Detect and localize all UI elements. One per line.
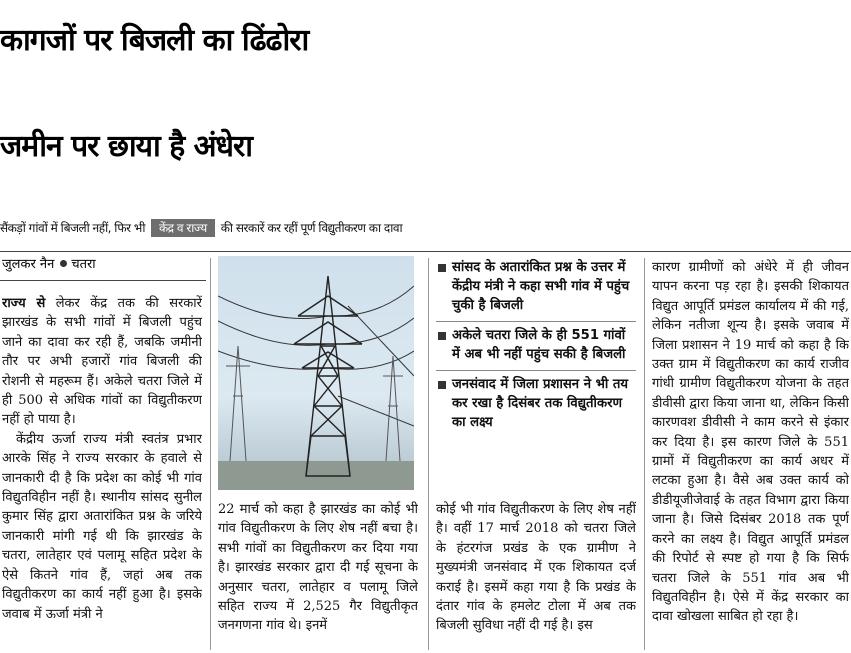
highlight-text-3: जनसंवाद में जिला प्रशासन ने भी तय कर रखा है दिसंबर तक विद्युतीकरण का लक्ष्य: [452, 377, 629, 430]
bullet-square-icon: [438, 381, 446, 389]
column-3-paragraph-1: कोई भी गांव विद्युतीकरण के लिए शेष नहीं है। वहीं 17 मार्च 2018 को चतरा जिले के हंटरगंज प्रखंड के एक ग्रामीण ने मुख्यमंत्री जनसंवाद में एक शिकायत दर्ज कराई है। इसमें कहा गया है कि प्रखंड के दंतार गांव के हमलेट टोला में अब तक बिजली सुविधा नहीं दी गई है। इस: [436, 502, 636, 634]
column-1-paragraph-2: केंद्रीय ऊर्जा राज्य मंत्री स्वतंत्र प्रभार आरके सिंह ने राज्य सरकार के हवाले से जानकारी दी है कि प्रदेश का कोई भी गांव विद्युतविहीन नहीं है। स्थानीय सांसद सुनील कुमार सिंह द्वारा अतारांकित प्रश्न के जरिये जानकारी मांगी गई थी कि झारखंड के चतरा, लातेहार एवं पलामू सहित प्रदेश के ऐसे कितने गांव हैं, जहां अब तक विद्युतीकरण का कार्य नहीं हुआ है। इसके जवाब में ऊर्जा मंत्री ने: [2, 431, 202, 622]
subhead-before: सैंकड़ों गांवों में बिजली नहीं, फिर भी: [0, 221, 145, 235]
headline-line-1: कागजों पर बिजली का ढिंढोरा: [0, 23, 309, 58]
subhead-highlight: केंद्र व राज्य: [151, 219, 215, 237]
subhead-after: की सरकारें कर रहीं पूर्ण विद्युतीकरण का दावा: [220, 221, 403, 235]
column-1-paragraph-1: लेकर केंद्र तक की सरकारें झारखंड के सभी गांवों में बिजली पहुंच जाने का दावा कर रही हैं, जबकि जमीनी तौर पर अभी हजारों गांव बिजली की रोशनी से महरूम हैं। अकेले चतरा जिले में ही 500 से अधिक गांवों का विद्युतीकरण नहीं हो पाया है।: [2, 296, 202, 428]
highlight-text-2: अकेले चतरा जिले के ही 551 गांवों में अब भी नहीं पहुंच सकी है बिजली: [452, 328, 626, 362]
article-column-3: [436, 500, 636, 650]
column-divider: [210, 258, 211, 650]
subheadline: [0, 208, 851, 248]
bullet-square-icon: [438, 332, 446, 340]
article-column-4: [652, 258, 849, 650]
column-divider: [428, 258, 429, 650]
byline: [2, 256, 96, 274]
power-tower-photo: [218, 256, 414, 490]
column-4-paragraph-1: कारण ग्रामीणों को अंधेरे में ही जीवन यापन करना पड़ रहा है। इसकी शिकायत विद्युत आपूर्ति प्रमंडल कार्यालय में की गई, लेकिन नतीजा शून्य है। इसके जवाब में जिला प्रशासन ने 19 मार्च को कहा है कि उक्त ग्राम में विद्युतीकरण का कार्य राजीव गांधी ग्रामीण विद्युतीकरण योजना के तहत डीवीसी द्वारा किया जाना था, लेकिन किसी कारणवश डीवीसी ने काम करने से इंकार कर दिया है। इस कारण जिले के 551 ग्रामों में विद्युतीकरण का कार्य अधर में लटका हुआ है। वैसे अब उक्त कार्य को डीडीयूजीजेवाई के तहत विभाग द्वारा किया जाना है। जिसे दिसंबर 2018 तक पूर्ण करने का लक्ष्य है। विद्युत आपूर्ति प्रमंडल की रिपोर्ट से स्पष्ट हो गया है कि सिर्फ चतरा जिले के 551 गांव अब भी विद्युतविहीन है। ऐसे में केंद्र सरकार का दावा खोखला साबित हो रहा है।: [652, 260, 849, 625]
highlight-text-1: सांसद के अतारांकित प्रश्न के उत्तर में केंद्रीय मंत्री ने कहा सभी गांव में पहुंच चुकी है बिजली: [452, 260, 630, 313]
byline-divider: [0, 280, 206, 281]
highlight-item: [436, 258, 636, 322]
column-divider: [644, 258, 645, 650]
byline-author: जुलकर नैन: [2, 257, 55, 272]
highlight-item: [436, 375, 636, 438]
article-column-1: [2, 294, 202, 650]
article-column-2: [218, 500, 418, 650]
bullet-square-icon: [438, 264, 446, 272]
highlight-item: [436, 326, 636, 371]
byline-place: चतरा: [71, 257, 96, 272]
headline-line-2: जमीन पर छाया है अंधेरा: [0, 129, 253, 164]
bullet-dot-icon: [60, 260, 67, 267]
power-transmission-tower-icon: [218, 256, 414, 490]
lead-words: राज्य से: [2, 296, 46, 311]
highlights-box: [436, 258, 636, 486]
column-2-paragraph-1: 22 मार्च को कहा है झारखंड का कोई भी गांव विद्युतीकरण के लिए शेष नहीं बचा है। सभी गांवों का विद्युतीकरण कर दिया गया है। झारखंड सरकार द्वारा दी गई सूचना के अनुसार चतरा, लातेहार व पलामू जिले सहित राज्य में 2,525 गैर विद्युतीकृत जनगणना गांव थे। इनमें: [218, 502, 418, 634]
subhead-divider: [0, 251, 851, 252]
